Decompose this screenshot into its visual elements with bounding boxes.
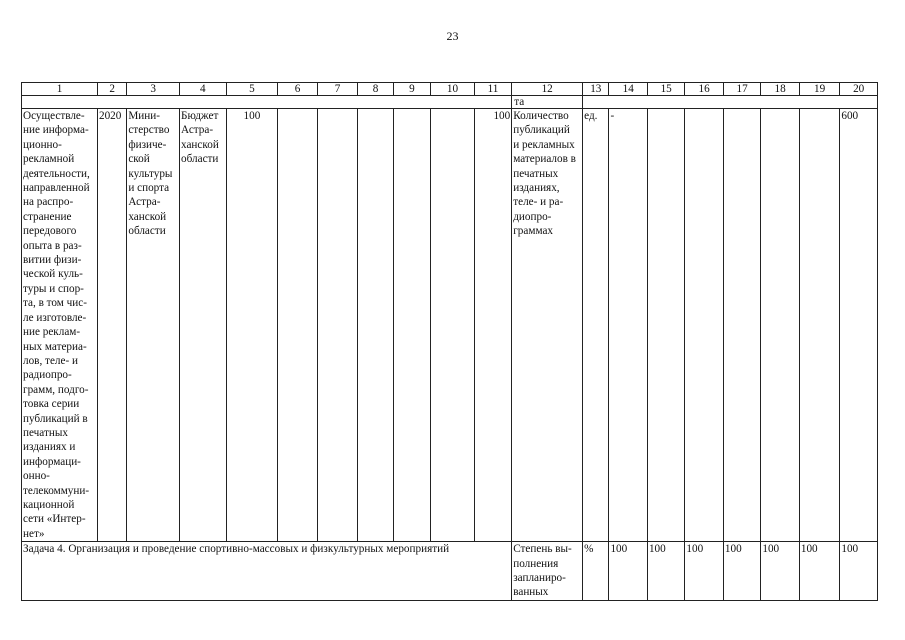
col-header: 20	[840, 83, 878, 96]
program-table	[21, 82, 878, 601]
empty-cell	[799, 109, 840, 542]
col-header: 6	[278, 83, 318, 96]
col-header: 16	[685, 83, 723, 96]
empty-cell	[583, 96, 878, 109]
col-header: 8	[358, 83, 393, 96]
indicator-cell: Степень вы- полнения запланиро- ванных	[512, 542, 583, 601]
col-header: 13	[583, 83, 609, 96]
page-number: 23	[446, 29, 459, 43]
col-header: 1	[22, 83, 98, 96]
col-header: 14	[609, 83, 647, 96]
empty-cell	[761, 109, 799, 542]
indicator-value-cell: 100	[609, 542, 647, 601]
empty-cell	[431, 109, 475, 542]
col-header: 3	[127, 83, 180, 96]
executor-cell: Мини- стерство физиче- ской культуры и спорта Астра- ханской области	[127, 109, 180, 542]
empty-cell	[317, 109, 358, 542]
unit-cell: %	[583, 542, 609, 601]
funding-source-cell: Бюджет Астра- ханской области	[180, 109, 227, 542]
col-header: 12	[512, 83, 583, 96]
col-header: 7	[317, 83, 358, 96]
indicator-value-cell: 100	[723, 542, 760, 601]
indicator-value-cell: -	[609, 109, 647, 542]
year-value-cell: 100	[474, 109, 511, 542]
continuation-row	[22, 96, 878, 109]
col-header: 18	[761, 83, 799, 96]
col-header: 5	[226, 83, 278, 96]
empty-cell	[393, 109, 430, 542]
indicator-value-cell: 100	[761, 542, 799, 601]
indicator-value-cell: 600	[840, 109, 878, 542]
col-header: 2	[97, 83, 126, 96]
empty-cell	[723, 109, 760, 542]
empty-cell	[358, 109, 393, 542]
table-row	[22, 109, 878, 542]
task-title: Задача 4. Организация и проведение спортивно-массовых и физкультурных мероприятий	[22, 542, 512, 601]
task-row	[22, 542, 878, 601]
empty-cell	[278, 109, 318, 542]
col-header: 11	[474, 83, 511, 96]
col-header: 15	[647, 83, 684, 96]
empty-cell	[22, 96, 512, 109]
col-header: 17	[723, 83, 760, 96]
activity-description: Осуществле- ние информа- ционно- рекламной деятельности, направленной на распро- странение передового опыта в раз- витии физи- ческой куль- туры и спор- та, в том чис- ле изготовле- ние реклам- ных материа- лов, теле- и радиопро- грамм, подго- товка серии публикаций в печатных изданиях и информаци- онно- телекоммуни- кационной сети «Интер- нет»	[22, 109, 98, 542]
indicator-value-cell: 100	[840, 542, 878, 601]
empty-cell	[685, 109, 723, 542]
empty-cell	[647, 109, 684, 542]
col-header: 10	[431, 83, 475, 96]
col-header: 19	[799, 83, 840, 96]
year-cell: 2020	[97, 109, 126, 542]
indicator-cell: Количество публикаций и рекламных материалов в печатных изданиях, теле- и ра- диопро- граммах	[512, 109, 583, 542]
indicator-value-cell: 100	[647, 542, 684, 601]
total-value-cell: 100	[226, 109, 278, 542]
continuation-text: та	[512, 96, 583, 109]
indicator-value-cell: 100	[799, 542, 840, 601]
col-header: 4	[180, 83, 227, 96]
unit-cell: ед.	[583, 109, 609, 542]
column-number-row	[22, 83, 878, 96]
indicator-value-cell: 100	[685, 542, 723, 601]
col-header: 9	[393, 83, 430, 96]
